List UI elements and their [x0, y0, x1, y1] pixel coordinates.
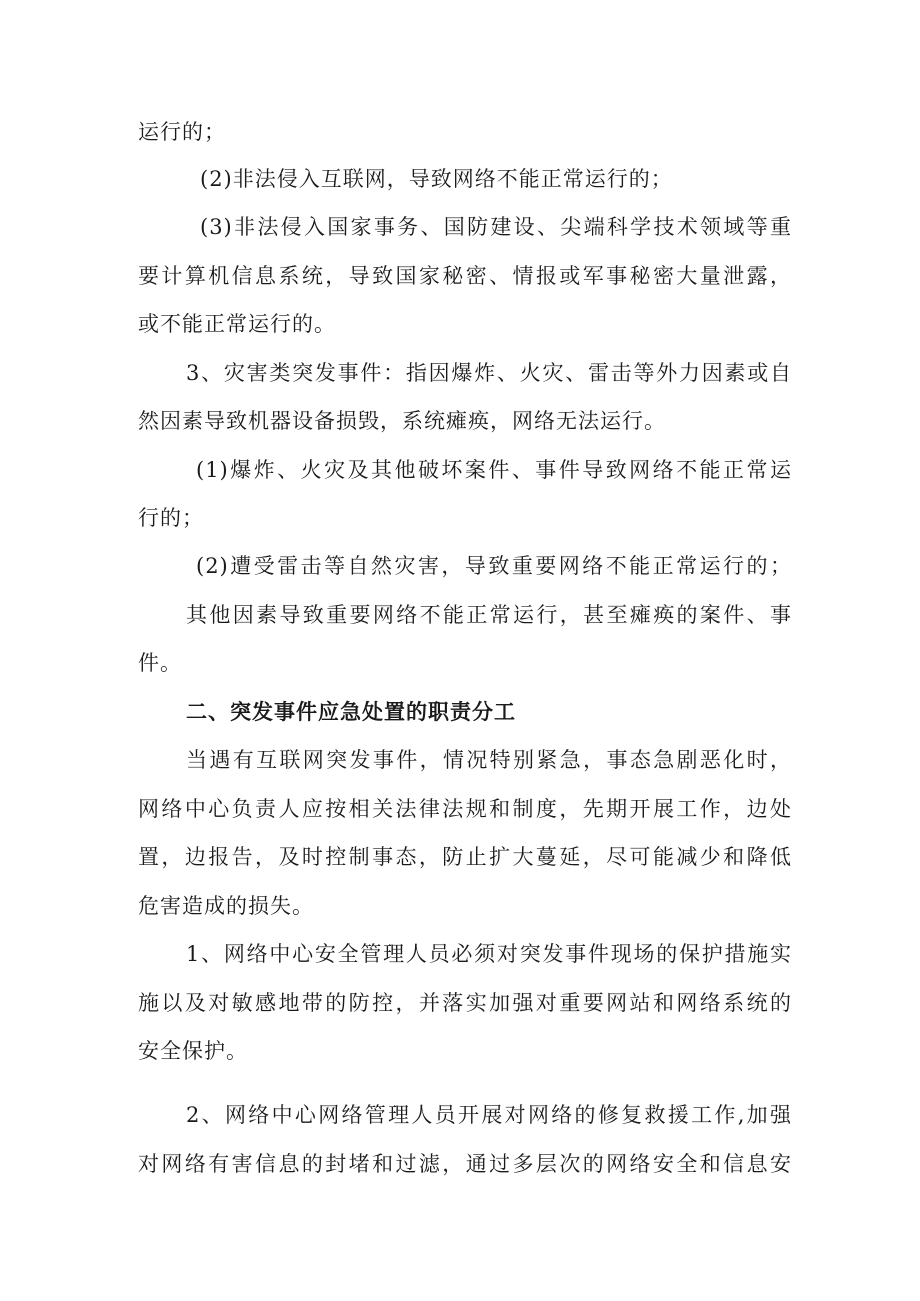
text-line: 对网络有害信息的封堵和过滤，通过多层次的网络安全和信息安 — [138, 1152, 792, 1176]
text-line: (3)非法侵入国家事务、国防建设、尖端科学技术领域等重 — [200, 215, 792, 239]
text-line: 然因素导致机器设备损毁，系统瘫痪，网络无法运行。 — [138, 409, 666, 433]
text-line: 安全保护。 — [138, 1039, 248, 1063]
text-line: 运行的； — [138, 120, 226, 144]
text-line: 件。 — [138, 651, 182, 675]
text-line: 1、网络中心安全管理人员必须对突发事件现场的保护措施实 — [186, 942, 792, 966]
text-line: 当遇有互联网突发事件，情况特别紧急，事态急剧恶化时， — [186, 748, 792, 772]
text-line: 危害造成的损失。 — [138, 894, 314, 918]
text-line: 要计算机信息系统，导致国家秘密、情报或军事秘密大量泄露， — [138, 264, 792, 288]
text-line: 网络中心负责人应按相关法律法规和制度，先期开展工作，边处 — [138, 797, 792, 821]
text-line: 行的； — [138, 506, 204, 530]
text-line: (2)遭受雷击等自然灾害，导致重要网络不能正常运行的； — [196, 554, 792, 578]
section-heading: 二、突发事件应急处置的职责分工 — [186, 700, 516, 724]
text-line: 置，边报告，及时控制事态，防止扩大蔓延，尽可能减少和降低 — [138, 845, 792, 869]
text-line: 2、网络中心网络管理人员开展对网络的修复救援工作,加强 — [186, 1103, 792, 1127]
text-line: (1)爆炸、火灾及其他破坏案件、事件导致网络不能正常运 — [196, 458, 792, 482]
text-line: 3、灾害类突发事件：指因爆炸、火灾、雷击等外力因素或自 — [186, 361, 792, 385]
text-line: 其他因素导致重要网络不能正常运行，甚至瘫痪的案件、事 — [186, 603, 792, 627]
text-line: 或不能正常运行的。 — [138, 312, 336, 336]
text-line: (2)非法侵入互联网，导致网络不能正常运行的； — [200, 167, 673, 191]
text-line: 施以及对敏感地带的防控，并落实加强对重要网站和网络系统的 — [138, 991, 792, 1015]
